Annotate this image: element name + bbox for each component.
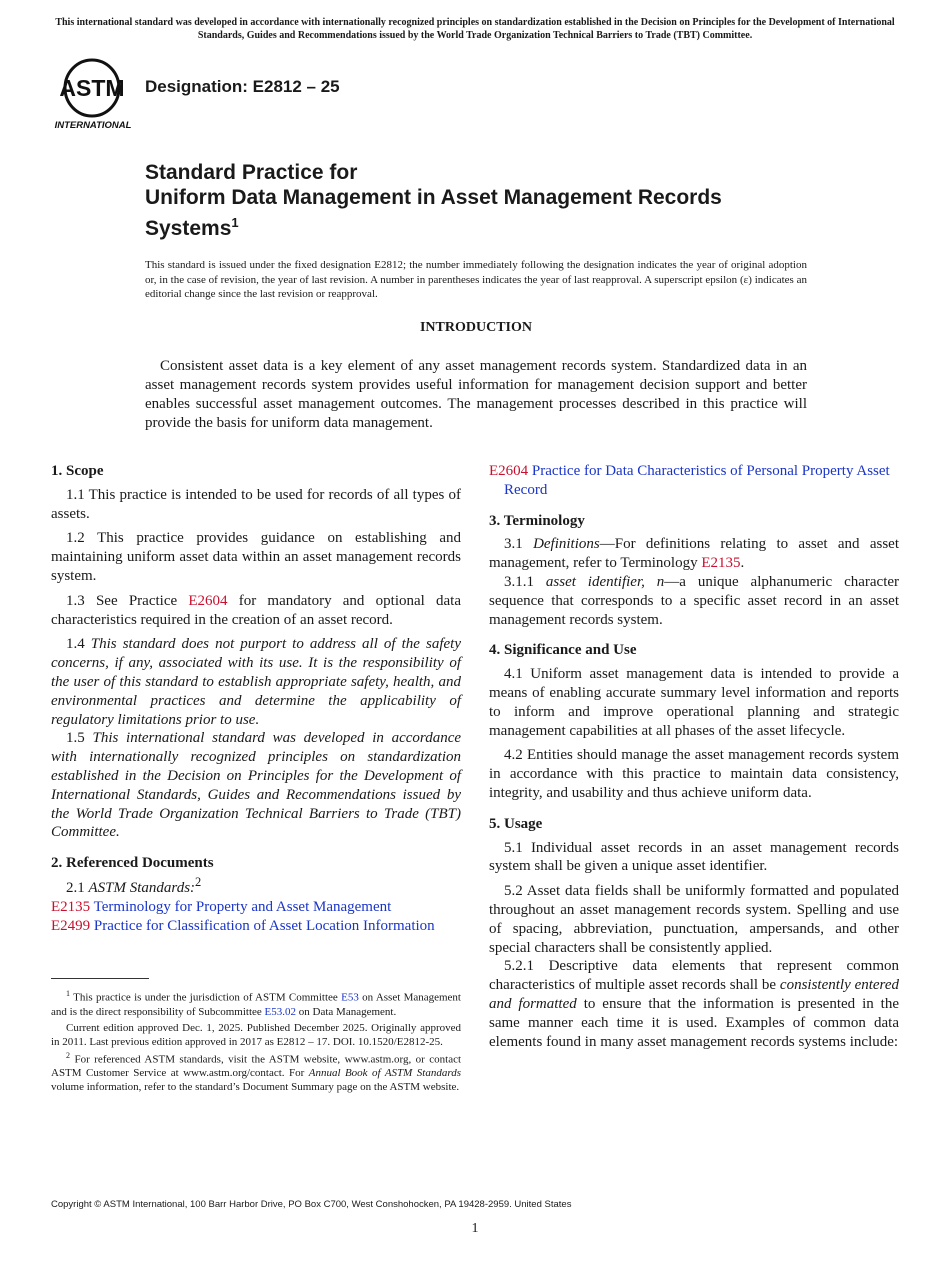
para-4-2: 4.2 Entities should manage the asset management records system in accordance with this practice to maintain data consistency, integrity, and usability and thus achieve uniform data. (489, 747, 899, 801)
ref-e2499[interactable]: E2499 Practice for Classification of Asset Location Information (51, 917, 435, 934)
title-footnote-mark: 1 (231, 215, 239, 230)
ref-e2604[interactable]: E2604 Practice for Data Characteristics of Personal Property Asset Record (489, 463, 890, 498)
section-referenced-heading: 2. Referenced Documents (51, 855, 214, 872)
right-column (489, 462, 899, 1051)
footnote-edition: Current edition approved Dec. 1, 2025. Published December 2025. Originally approved in 2011. Last previous edition approved in 2017 as E2812 – 17. DOI. 10.1520/E2812-25. (51, 1021, 461, 1048)
title-line-3: Systems (145, 217, 232, 240)
astm-logo (52, 56, 136, 132)
e2604-link[interactable]: E2604 (188, 592, 228, 609)
para-5-2: 5.2 Asset data fields shall be uniformly formatted and populated throughout an asset management records system. Spelling and use of spacing, abbreviation, punctuation, ampersands, and other special characters shall be consistently applied. (489, 883, 899, 956)
e2135-link[interactable]: E2135 (701, 555, 741, 572)
page-number: 1 (471, 1221, 479, 1236)
para-3-1-1: 3.1.1 asset identifier, n—a unique alphanumeric character sequence that corresponds to a specific asset record in an asset management records system. (489, 573, 900, 628)
issued-note: This standard is issued under the fixed designation E2812; the number immediately following the designation indicates the year of original adoption or, in the case of revision, the year of last revision. A number in parentheses indicates the year of last reapproval. A superscript epsilon (ε) indicates an editorial change since the last revision or reapproval. (145, 259, 807, 300)
introduction-text: Consistent asset data is a key element of any asset management records system. Standardized data in an asset management records system provides useful information for management decision support and better enables successful asset management outcomes. The management processes described in this practice will provide the basis for uniform data management. (145, 358, 807, 431)
para-5-2-1: 5.2.1 Descriptive data elements that represent common characteristics of multiple asset records shall be consistently entered and formatted to ensure that the information is presented in the same manner each time it is used. Examples of common data elements found in many asset management records systems include: (489, 958, 899, 1050)
title-line-2: Uniform Data Management in Asset Management Records (145, 186, 722, 209)
para-1-3: 1.3 See Practice E2604 for mandatory and optional data characteristics required in the creation of an asset record. (51, 592, 461, 628)
logo-letters: ASTM (59, 75, 125, 101)
section-terminology-heading: 3. Terminology (489, 512, 585, 529)
para-3-1: 3.1 Definitions—For definitions relating to asset and asset management, refer to Terminology E2135. (489, 536, 900, 572)
para-1-1: 1.1 This practice is intended to be used for records of all types of assets. (51, 486, 461, 522)
designation: Designation: E2812 – 25 (145, 77, 340, 96)
title-line-1: Standard Practice for (145, 161, 358, 184)
para-1-2: 1.2 This practice provides guidance on establishing and maintaining uniform asset data within an asset management records system. (51, 530, 461, 584)
section-usage-heading: 5. Usage (489, 815, 543, 832)
para-1-5: 1.5 This international standard was developed in accordance with internationally recognized principles on standardization established in the Decision on Principles for the Development of International Standards, Guides and Recommendations issued by the World Trade Organization Technical Barriers to Trade (TBT) Committee. (51, 730, 462, 841)
ref-e2135[interactable]: E2135 Terminology for Property and Asset Management (51, 898, 392, 915)
e53-02-link[interactable]: E53.02 (264, 1005, 297, 1018)
section-significance-heading: 4. Significance and Use (489, 642, 637, 659)
footnote-rule (51, 978, 149, 979)
left-column (51, 462, 461, 935)
footnote-1: $^1$ This practice is under the jurisdiction of ASTM Committee E53 on Asset Management and is the direct responsibility of Subcommittee E53.02 on Data Management. (51, 989, 461, 1018)
document-title (145, 160, 845, 241)
para-1-4: 1.4 This standard does not purport to address all of the safety concerns, if any, associated with its use. It is the responsibility of the user of this standard to establish appropriate safety, health, and environmental practices and determine the applicability of regulatory limitations prior to use. (51, 636, 461, 728)
footnotes (51, 987, 461, 1094)
copyright: Copyright © ASTM International, 100 Barr Harbor Drive, PO Box C700, West Conshohocken, PA 19428-2959. United States (51, 1199, 572, 1210)
para-5-1: 5.1 Individual asset records in an asset management records system shall be given a unique asset identifier. (489, 839, 899, 875)
logo-org: INTERNATIONAL (54, 120, 132, 131)
footnote-2: $^2$ For referenced ASTM standards, visit the ASTM website, www.astm.org, or contact ASTM Customer Service at www.astm.org/contact. For Annual Book of ASTM Standards volume information, refer to the standard’s Document Summary page on the ASTM website. (51, 1050, 462, 1094)
e53-link[interactable]: E53 (341, 991, 359, 1004)
top-notice: This international standard was developed in accordance with internationally recognized principles on standardization established in the Decision on Principles for the Development of International Standards, Guides and Recommendations issued by the World Trade Organization Technical Barriers to Trade (TBT) Committee. (55, 17, 895, 41)
section-scope-heading: 1. Scope (51, 463, 104, 479)
para-2-1: 2.1 ASTM Standards:$^2$ (66, 874, 202, 896)
para-4-1: 4.1 Uniform asset management data is intended to provide a means of enabling accurate summary level information and reports to inform and improve operational planning and strategic management capabilities at all phases of the asset lifecycle. (489, 666, 899, 739)
introduction-heading: INTRODUCTION (419, 320, 532, 335)
